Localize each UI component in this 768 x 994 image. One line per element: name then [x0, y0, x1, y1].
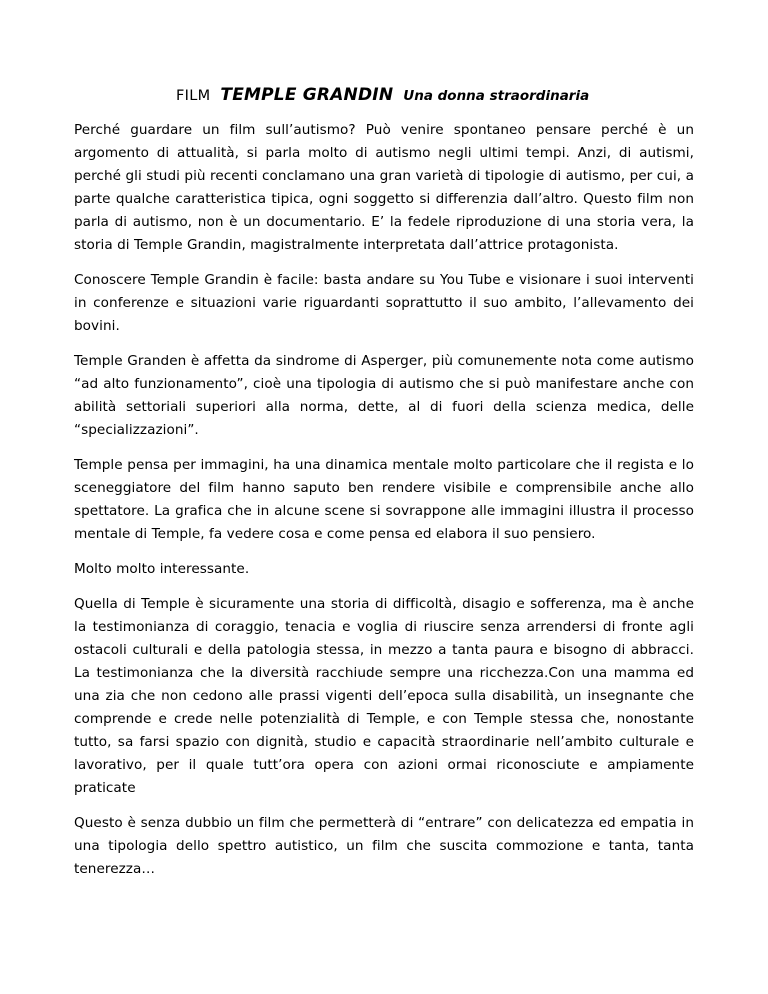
paragraph-7: Questo è senza dubbio un film che permetterà di “entrare” con delicatezza ed empatia in una tipologia dello spettro autistico, un film che suscita commozione e tanta, tanta tenerezza… — [74, 815, 694, 877]
paragraph-3: Temple Granden è affetta da sindrome di Asperger, più comunemente nota come autismo “ad alto funzionamento”, cioè una tipologia di autismo che si può manifestare anche con abilità settoriali superiori alla norma, dette, al di fuori della scienza medica, delle “specializzazioni”. — [74, 353, 694, 438]
document-title — [176, 84, 589, 107]
title-prefix: FILM — [176, 88, 211, 104]
document-body — [74, 119, 694, 893]
title-subtitle: Una donna straordinaria — [403, 88, 590, 104]
paragraph-1: Perché guardare un film sull’autismo? Può venire spontaneo pensare perché è un argomento di attualità, si parla molto di autismo negli ultimi tempi. Anzi, di autismi, perché gli studi più recenti conclamano una gran varietà di tipologie di autismo, per cui, a parte qualche caratteristica tipica, ogni soggetto si differenzia dall’altro. Questo film non parla di autismo, non è un documentario. E’ la fedele riproduzione di una storia vera, la storia di Temple Grandin, magistralmente interpretata dall’attrice protagonista. — [74, 122, 694, 253]
paragraph-2: Conoscere Temple Grandin è facile: basta andare su You Tube e visionare i suoi interventi in conferenze e situazioni varie riguardanti soprattutto il suo ambito, l’allevamento dei bovini. — [74, 272, 694, 334]
paragraph-5: Molto molto interessante. — [74, 561, 250, 577]
title-main: TEMPLE GRANDIN — [220, 85, 394, 105]
paragraph-4: Temple pensa per immagini, ha una dinamica mentale molto particolare che il regista e lo sceneggiatore del film hanno saputo ben rendere visibile e comprensibile anche allo spettatore. La grafica che in alcune scene si sovrappone alle immagini illustra il processo mentale di Temple, fa vedere cosa e come pensa ed elabora il suo pensiero. — [74, 457, 694, 542]
paragraph-6: Quella di Temple è sicuramente una storia di difficoltà, disagio e sofferenza, ma è anche la testimonianza di coraggio, tenacia e voglia di riuscire senza arrendersi di fronte agli ostacoli culturali e della patologia stessa, in mezzo a tanta paura e bisogno di abbracci. La testimonianza che la diversità racchiude sempre una ricchezza.Con una mamma ed una zia che non cedono alle prassi vigenti dell’epoca sulla disabilità, un insegnante che comprende e crede nelle potenzialità di Temple, e con Temple stessa che, nonostante tutto, sa farsi spazio con dignità, studio e capacità straordinarie nell’ambito culturale e lavorativo, per il quale tutt’ora opera con azioni ormai riconosciute e ampiamente praticate — [74, 596, 694, 796]
